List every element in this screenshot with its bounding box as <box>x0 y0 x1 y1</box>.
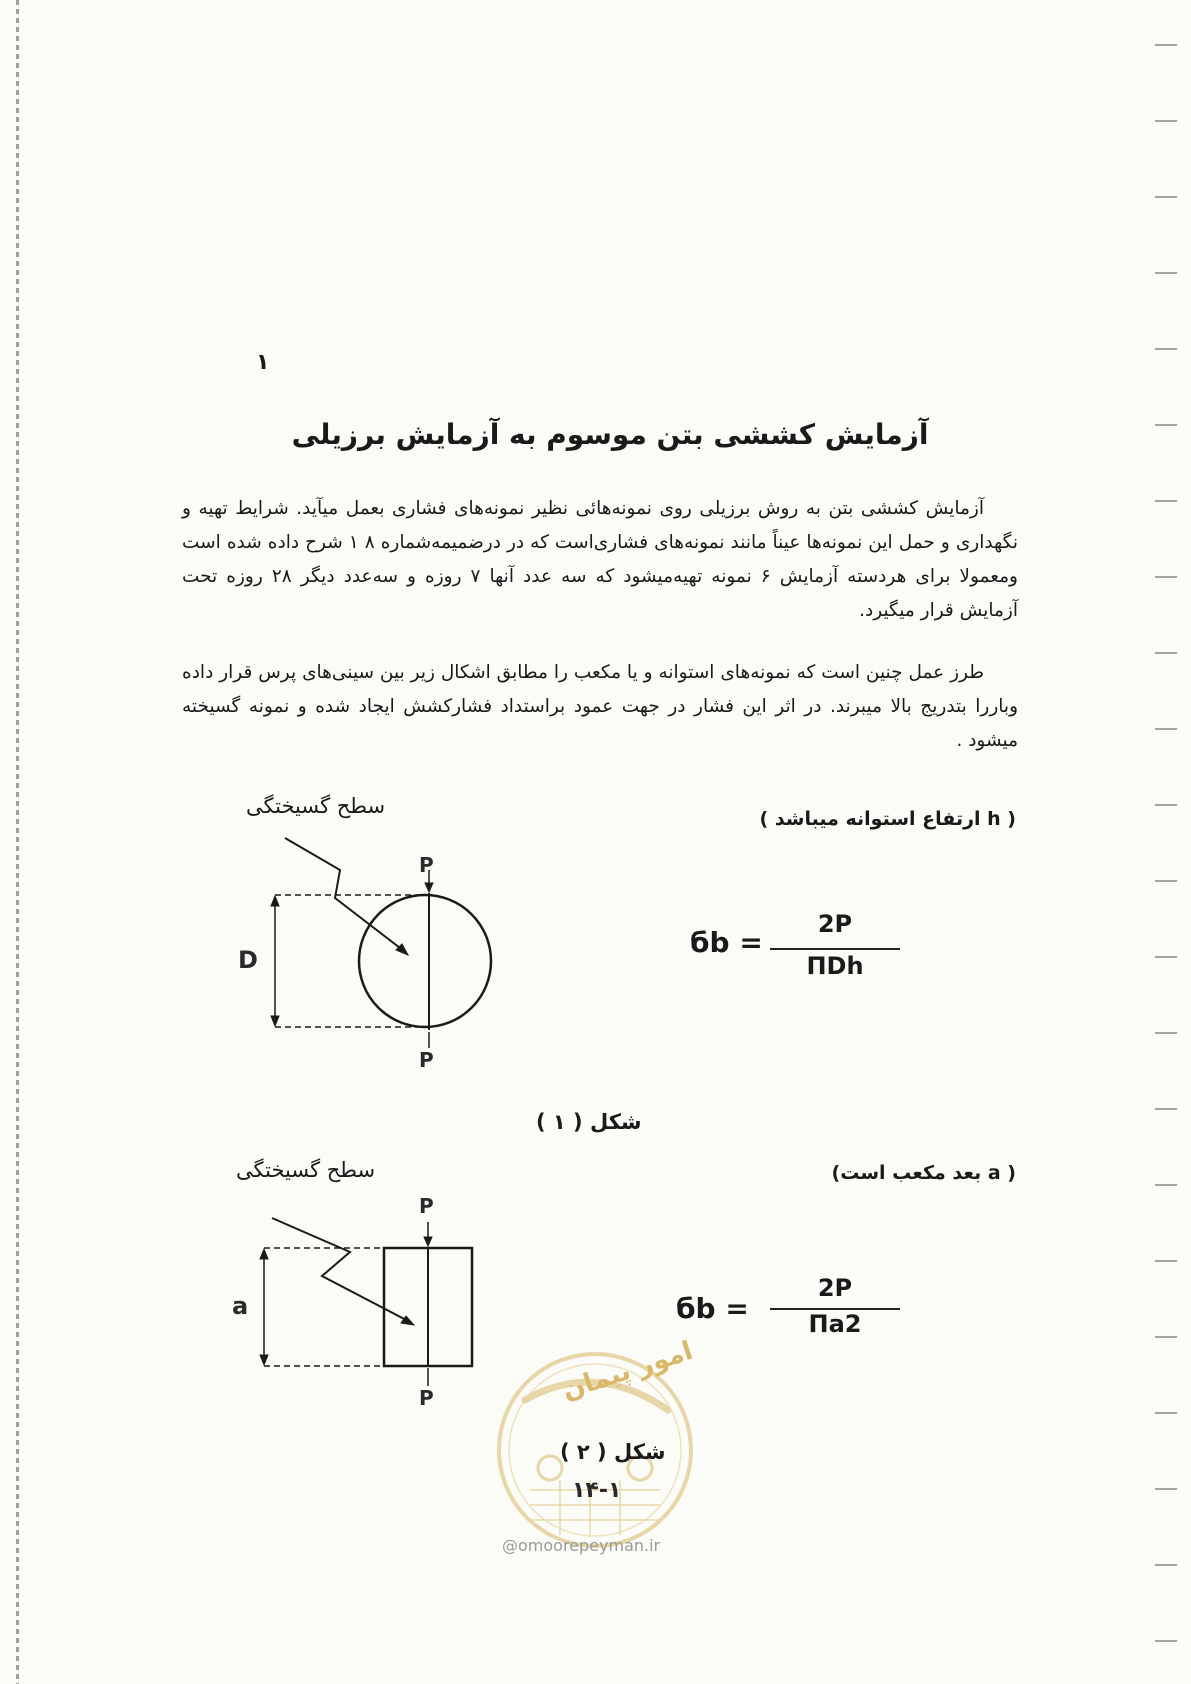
figure2-note: ( a بعد مکعب است) <box>831 1162 1016 1184</box>
figure1-dim-arrow-bottom <box>271 1016 279 1026</box>
figure1-dimension-label: D <box>238 946 258 974</box>
figure2-formula-lhs: бb = <box>676 1292 749 1325</box>
page-number: ۱۴-۱ <box>572 1478 622 1503</box>
figure1-formula-denominator: ΠDh <box>806 952 864 980</box>
document-title: آزمایش کششی بتن موسوم به آزمایش برزیلی <box>291 418 929 451</box>
figure1-formula-numerator: 2P <box>817 910 853 938</box>
figure1-formula-lhs: бb = <box>690 926 763 959</box>
figure1-load-top-label: P <box>419 853 434 877</box>
figure2-surface-label: سطح گسیختگی <box>236 1158 376 1182</box>
figure1-caption: شکل ( ۱ ) <box>536 1110 642 1134</box>
figure1-formula <box>690 926 763 959</box>
figure2-zigzag-arrow <box>272 1218 410 1322</box>
figure1-formula-bar <box>770 948 900 950</box>
page-mark: ۱ <box>256 350 270 375</box>
figure2-dimension-label: a <box>232 1292 249 1320</box>
figure1-note: ( h ارتفاع استوانه میباشد ) <box>759 808 1016 830</box>
figure1-diagram <box>271 838 491 1048</box>
figure2-diagram <box>260 1218 472 1386</box>
figure2-formula <box>676 1292 749 1325</box>
figure1-circle <box>359 895 491 1027</box>
figure1-dim-arrow-top <box>271 896 279 906</box>
paragraph-1-text: آزمایش کششی بتن به روش برزیلی روی نمونه‌هائی نظیر نمونه‌های فشاری بعمل میآید. شرایط تهیه و نگهداری و حمل این نمونه‌ها عیناً مانند نمونه‌های فشاری‌است که در درضمیمه‌شماره ۸ ۱ شرح داده شده است ومعمولا برای هردسته آزمایش ۶ نمونه تهیه‌میشود که سه عدد آنها ۷ روزه و سه‌عدد دیگر ۲۸ روزه تحت آزمایش قرار میگیرد. <box>182 498 1018 621</box>
figure1-surface-label: سطح گسیختگی <box>246 794 386 818</box>
figure2-dim-arrow-bottom <box>260 1355 268 1365</box>
paragraph-2-text: طرز عمل چنین است که نمونه‌های استوانه و یا مکعب را مطابق اشکال زیر بین سینی‌های پرس قرار داده وباررا بتدریج بالا میبرند. در اثر این فشار در جهت عمود براستداد فشارکشش ایجاد شده و نمونه گسیخته میشود . <box>182 662 1018 751</box>
figure2-load-top-label: P <box>419 1194 434 1218</box>
figure2-dim-arrow-top <box>260 1249 268 1259</box>
stamp-text: امور پیمان <box>558 1335 697 1407</box>
stamp-site: @omoorepeyman.ir <box>502 1536 661 1555</box>
figure1-load-bottom-label: P <box>419 1048 434 1072</box>
figure2-caption: شکل ( ۲ ) <box>560 1440 666 1464</box>
figure2-load-bottom-label: P <box>419 1386 434 1410</box>
figure2-formula-numerator: 2P <box>817 1274 853 1302</box>
figure2-formula-denominator: Πa2 <box>808 1310 862 1338</box>
figure1-load-top-head <box>425 883 433 892</box>
figure2-load-top-head <box>424 1237 432 1246</box>
